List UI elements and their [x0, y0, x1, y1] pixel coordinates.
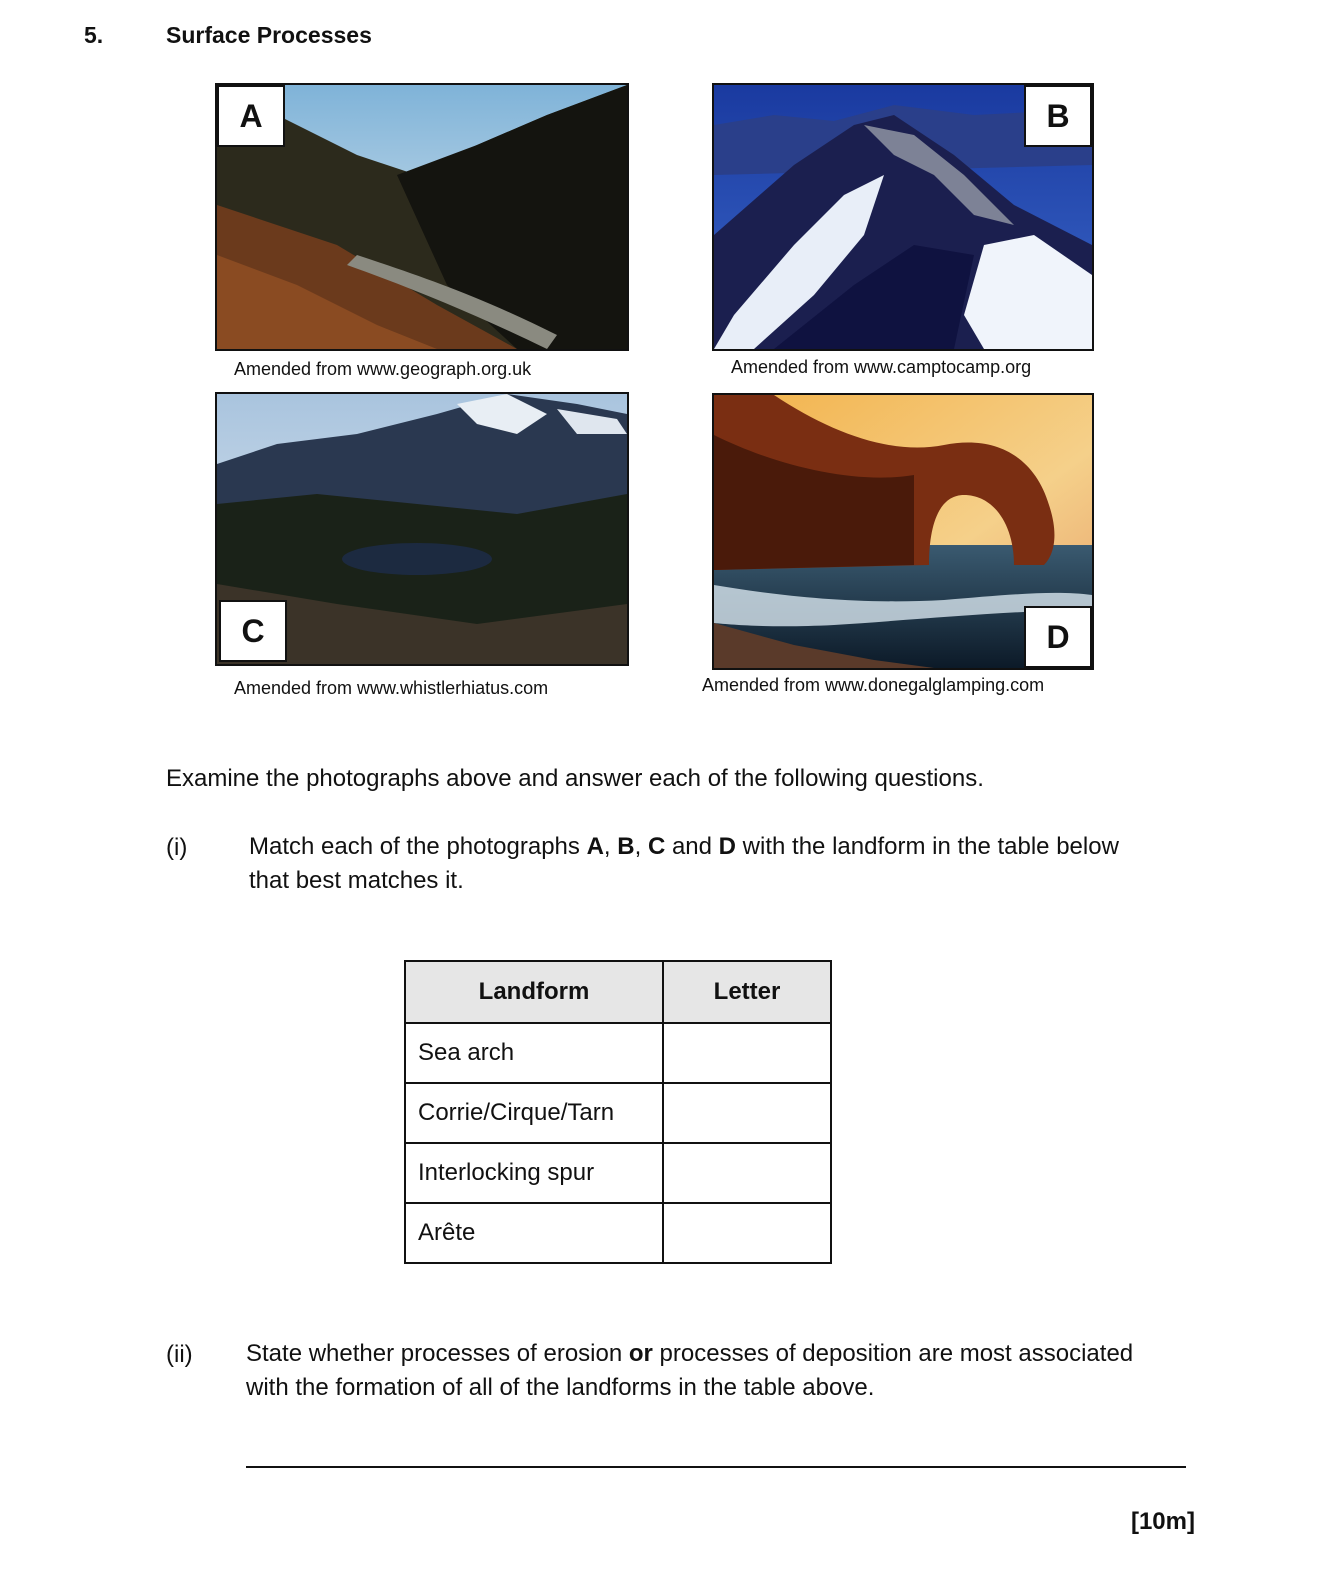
- text: State whether processes of erosion: [246, 1340, 629, 1367]
- part-ii-label: (ii): [166, 1341, 193, 1368]
- letter-c: C: [647, 833, 666, 860]
- photo-letter-label: C: [219, 600, 287, 662]
- table-row: [405, 1143, 831, 1203]
- photo-d-caption: Amended from www.donegalglamping.com: [702, 675, 1045, 695]
- text: Match each of the photographs: [249, 833, 587, 860]
- text: and: [665, 833, 719, 860]
- text: ,: [603, 833, 618, 860]
- table-row: [405, 1083, 831, 1143]
- marks-label: [10m]: [1130, 1508, 1195, 1535]
- instructions: Examine the photographs above and answer each of the following questions.: [166, 765, 984, 792]
- landform-cell: Corrie/Cirque/Tarn: [405, 1083, 663, 1143]
- photo-letter-label: B: [1024, 85, 1092, 147]
- letter-b: B: [617, 833, 635, 860]
- question-title: Surface Processes: [166, 22, 372, 48]
- letter-d: D: [718, 833, 737, 860]
- part-ii-line-2: with the formation of all of the landforms in the table above.: [246, 1374, 875, 1401]
- photo-b-caption: Amended from www.camptocamp.org: [731, 357, 1032, 377]
- letter-answer-cell[interactable]: [663, 1203, 831, 1263]
- part-i-text: [249, 830, 1199, 898]
- landform-cell: Sea arch: [405, 1023, 663, 1083]
- table-row: [405, 1203, 831, 1263]
- photo-a-caption: Amended from www.geograph.org.uk: [234, 359, 532, 379]
- emphasis-or: or: [628, 1340, 653, 1367]
- letter-answer-cell[interactable]: [663, 1083, 831, 1143]
- table-header-row: [405, 961, 831, 1023]
- header-landform: Landform: [405, 961, 663, 1023]
- question-number: 5.: [84, 22, 104, 48]
- landform-cell: Interlocking spur: [405, 1143, 663, 1203]
- photo-letter-label: D: [1024, 606, 1092, 668]
- text: with the landform in the table below: [736, 833, 1119, 860]
- photo-a: [215, 83, 629, 351]
- part-ii-text: [246, 1337, 1206, 1405]
- photo-b: [712, 83, 1094, 351]
- landform-cell: Arête: [405, 1203, 663, 1263]
- photo-d: [712, 393, 1094, 670]
- part-i-label: (i): [166, 834, 188, 861]
- text: ,: [634, 833, 648, 860]
- answer-line[interactable]: [246, 1466, 1186, 1468]
- letter-answer-cell[interactable]: [663, 1023, 831, 1083]
- text: processes of deposition are most associated: [652, 1340, 1134, 1367]
- landform-table: [404, 960, 832, 1264]
- part-i-line-2: that best matches it.: [249, 867, 464, 894]
- photo-c: [215, 392, 629, 666]
- photo-c-caption: Amended from www.whistlerhiatus.com: [234, 678, 549, 698]
- letter-answer-cell[interactable]: [663, 1143, 831, 1203]
- letter-a: A: [586, 833, 604, 860]
- header-letter: Letter: [663, 961, 831, 1023]
- table-row: [405, 1023, 831, 1083]
- part-ii-line-1: [246, 1337, 1206, 1371]
- photo-letter-label: A: [217, 85, 285, 147]
- part-i-line-1: [249, 830, 1199, 864]
